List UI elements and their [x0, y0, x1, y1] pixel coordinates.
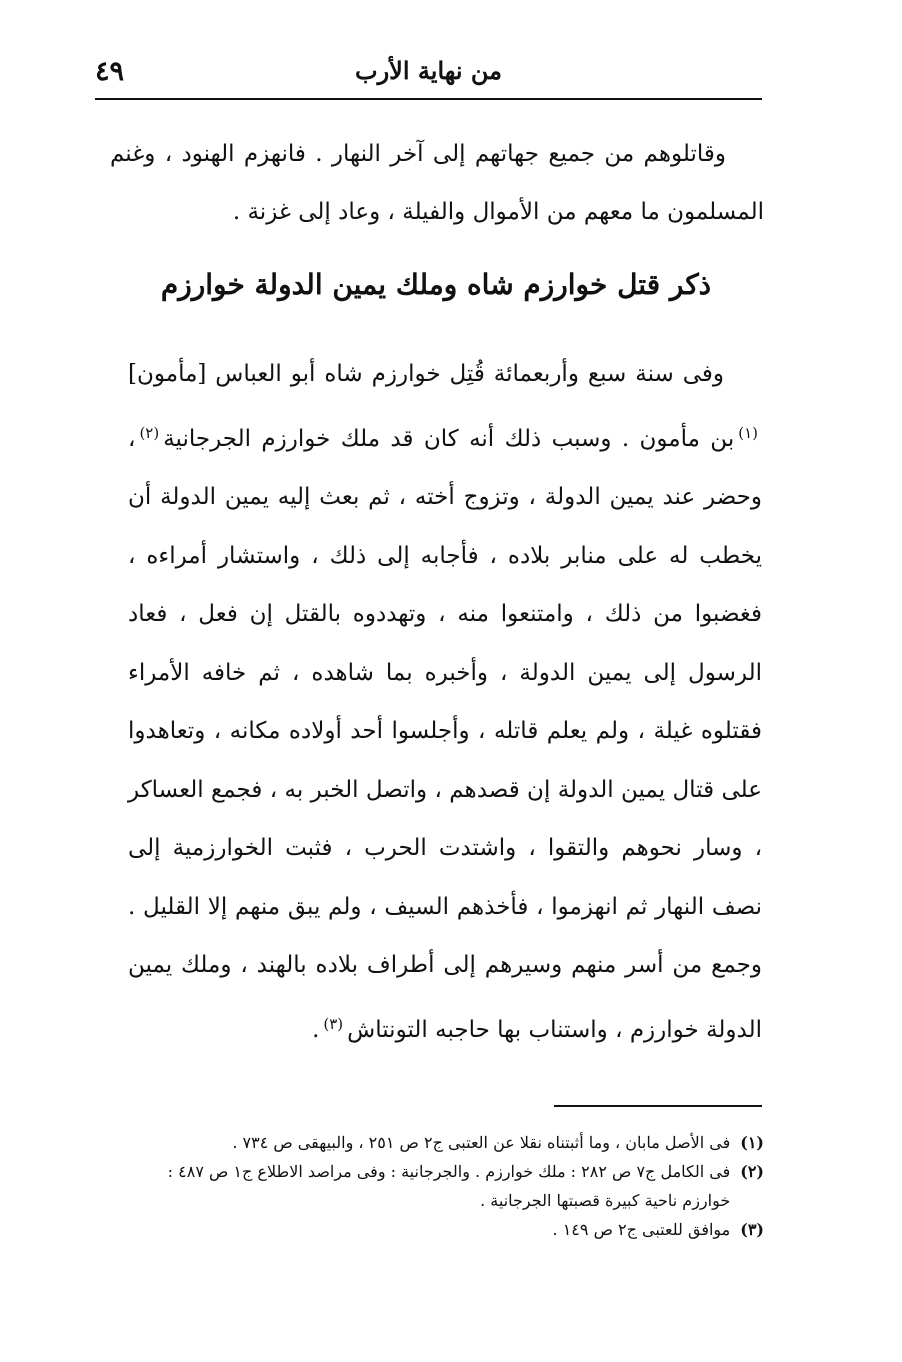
footnote-text: موافق للعتبى ج٢ ص ١٤٩ .	[552, 1220, 731, 1239]
footnote-ref-3: (٣)	[323, 1014, 344, 1033]
page-header	[95, 48, 762, 100]
running-title: من نهاية الأرب	[355, 56, 502, 85]
body-paragraph	[128, 345, 762, 1059]
body-text-end: .	[312, 1016, 320, 1043]
section-body	[128, 345, 762, 1059]
body-text-part1: وفى سنة سبع وأربعمائة قُتِل خوارزم شاه أبو العباس [مأمون]	[128, 361, 724, 387]
body-text-part2: بن مأمون . وسبب ذلك أنه كان قد ملك خوارزم الجرجانية	[163, 425, 735, 452]
footnotes	[120, 1128, 764, 1244]
footnote-ref-1: (١)	[738, 423, 758, 442]
footnote-text: فى الكامل ج٧ ص ٢٨٢ : ملك خوارزم . والجرجانية : وفى مراصد الاطلاع ج١ ص ٤٨٧ : خوارزم ناحية كبيرة قصبتها الجرجانية .	[167, 1162, 731, 1210]
footnote-number: (٣)	[740, 1220, 764, 1239]
intro-paragraph	[110, 125, 764, 241]
footnote-number: (٢)	[740, 1162, 764, 1181]
footnote-2	[120, 1157, 764, 1215]
section-heading: ذكر قتل خوارزم شاه وملك يمين الدولة خوارزم	[160, 268, 712, 301]
footnote-text: فى الأصل مابان ، وما أثبتناه نقلا عن العتبى ج٢ ص ٢٥١ ، والبيهقى ص ٧٣٤ .	[232, 1133, 731, 1152]
footnote-1	[120, 1128, 764, 1157]
footnote-3	[120, 1215, 764, 1244]
footnote-separator	[554, 1105, 762, 1107]
body-text-part3: ، وحضر عند يمين الدولة ، وتزوج أخته ، ثم بعث إليه يمين الدولة أن يخطب له على منابر بلاده ، فأجابه إلى ذلك ، واستشار أمراءه ، فغضبوا من ذلك ، وامتنعوا منه ، وتهددوه بالقتل إن فعل ، فعاد الرسول إلى يمين الدولة ، وأخبره بما شاهده ، ثم خافه الأمراء فقتلوه غيلة ، ولم يعلم قاتله ، وأجلسوا أحد أولاده مكانه ، وتعاهدوا على قتال يمين الدولة إن قصدهم ، واتصل الخبر به ، فجمع العساكر ، وسار نحوهم والتقوا ، واشتدت الحرب ، فثبت الخوارزمية إلى نصف النهار ثم انهزموا ، فأخذهم السيف ، ولم يبق منهم إلا القليل . وجمع من أسر منهم وسيرهم إلى أطراف بلاده بالهند ، وملك يمين الدولة خوارزم ، واستناب بها حاجبه التونتاش	[128, 425, 762, 1043]
page-number: ٤٩	[95, 56, 125, 87]
footnote-ref-2: (٢)	[139, 423, 160, 442]
header-rule	[95, 98, 762, 100]
intro-text: وقاتلوهم من جميع جهاتهم إلى آخر النهار . فانهزم الهنود ، وغنم المسلمون ما معهم من الأموال والفيلة ، وعاد إلى غزنة .	[110, 141, 764, 225]
footnote-number: (١)	[740, 1133, 764, 1152]
